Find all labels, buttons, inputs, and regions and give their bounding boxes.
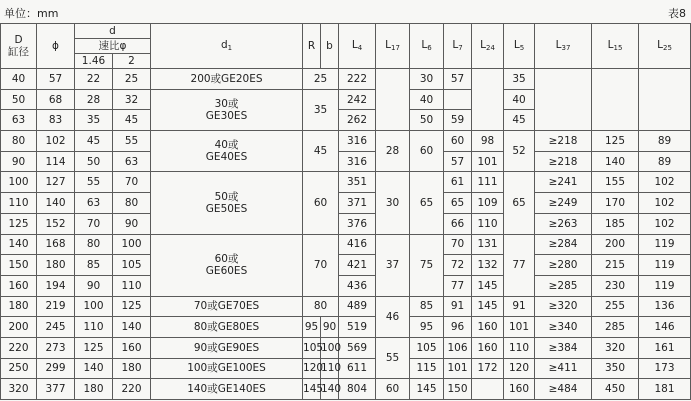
- cell-d1: 50或 GE50ES: [151, 172, 303, 234]
- cell-L25: 173: [639, 358, 691, 379]
- cell-D: 63: [1, 110, 37, 131]
- table-row: [1, 379, 691, 400]
- cell-L15: 255: [592, 296, 639, 317]
- cell-d-2: 63: [113, 151, 151, 172]
- cell-d-2: 32: [113, 89, 151, 110]
- cell-d1: 60或 GE60ES: [151, 234, 303, 296]
- cell-L37: ≥241: [535, 172, 592, 193]
- table-caption-bar: [4, 3, 686, 19]
- cell-d-1-46: 55: [75, 172, 113, 193]
- cell-L15: 155: [592, 172, 639, 193]
- cell-L4: 371: [339, 193, 376, 214]
- cell-L7: 91: [444, 296, 472, 317]
- table-number: 表8: [668, 7, 686, 20]
- cell-L7: 57: [444, 69, 472, 90]
- cell-L15: 140: [592, 151, 639, 172]
- cell-phi: 180: [37, 255, 75, 276]
- cell-L24: 145: [472, 296, 504, 317]
- cell-L37: ≥263: [535, 213, 592, 234]
- cell-L4: 569: [339, 337, 376, 358]
- cell-L17: 37: [376, 234, 410, 296]
- cell-D: 80: [1, 131, 37, 152]
- cell-L17: [376, 69, 410, 131]
- cell-d1: 70或GE70ES: [151, 296, 303, 317]
- cell-L24: 111: [472, 172, 504, 193]
- cell-L25: 102: [639, 172, 691, 193]
- cylinder-dimension-table: [0, 23, 691, 400]
- cell-L7: 72: [444, 255, 472, 276]
- header-ratio-2: 2: [113, 54, 151, 69]
- cell-L4: 436: [339, 275, 376, 296]
- cell-L5: 101: [504, 317, 535, 338]
- cell-L25: [639, 69, 691, 131]
- header-L37: $L_{37}$: [535, 24, 592, 69]
- cell-L15: 230: [592, 275, 639, 296]
- cell-d-2: 110: [113, 275, 151, 296]
- cell-d-1-46: 180: [75, 379, 113, 400]
- cell-L25: 89: [639, 131, 691, 152]
- cell-d-2: 90: [113, 213, 151, 234]
- cell-d-2: 160: [113, 337, 151, 358]
- cell-D: 90: [1, 151, 37, 172]
- cell-L24: [472, 379, 504, 400]
- cell-d-1-46: 35: [75, 110, 113, 131]
- table-row: [1, 337, 691, 358]
- cell-d-1-46: 90: [75, 275, 113, 296]
- cell-L15: 200: [592, 234, 639, 255]
- cell-L37: ≥218: [535, 151, 592, 172]
- cell-L25: 161: [639, 337, 691, 358]
- cell-R: 105: [303, 337, 321, 358]
- cell-L5: 35: [504, 69, 535, 90]
- cell-L25: 181: [639, 379, 691, 400]
- cell-R-b: 60: [303, 172, 339, 234]
- cell-L7: 60: [444, 131, 472, 152]
- cell-d-2: 80: [113, 193, 151, 214]
- cell-L7: 101: [444, 358, 472, 379]
- cell-L4: 222: [339, 69, 376, 90]
- table-row: [1, 234, 691, 255]
- cell-L25: 136: [639, 296, 691, 317]
- cell-phi: 140: [37, 193, 75, 214]
- cell-L15: 450: [592, 379, 639, 400]
- cell-d-2: 55: [113, 131, 151, 152]
- cell-b: 90: [321, 317, 339, 338]
- cell-L24: 172: [472, 358, 504, 379]
- cell-d-1-46: 80: [75, 234, 113, 255]
- cell-D: 180: [1, 296, 37, 317]
- cell-d-2: 70: [113, 172, 151, 193]
- cell-d1: 80或GE80ES: [151, 317, 303, 338]
- cell-L25: 102: [639, 193, 691, 214]
- cell-d1: 200或GE20ES: [151, 69, 303, 90]
- cell-phi: 102: [37, 131, 75, 152]
- cell-L24: 160: [472, 317, 504, 338]
- table-row: [1, 317, 691, 338]
- cell-d-1-46: 63: [75, 193, 113, 214]
- header-R: R: [303, 24, 321, 69]
- header-L5: $L_5$: [504, 24, 535, 69]
- cell-L7: 57: [444, 151, 472, 172]
- cell-L17: 60: [376, 379, 410, 400]
- cell-D: 125: [1, 213, 37, 234]
- cell-d-2: 125: [113, 296, 151, 317]
- cell-d-2: 25: [113, 69, 151, 90]
- table-row: [1, 131, 691, 152]
- unit-label: 单位：mm: [4, 7, 59, 20]
- header-L17: $L_{17}$: [376, 24, 410, 69]
- header-D: D 缸径: [1, 24, 37, 69]
- cell-D: 50: [1, 89, 37, 110]
- cell-phi: 168: [37, 234, 75, 255]
- cell-d1: 140或GE140ES: [151, 379, 303, 400]
- cell-phi: 273: [37, 337, 75, 358]
- cell-d-2: 45: [113, 110, 151, 131]
- cell-d-1-46: 140: [75, 358, 113, 379]
- header-speed-ratio: 速比φ: [75, 39, 151, 54]
- cell-phi: 152: [37, 213, 75, 234]
- cell-R: 145: [303, 379, 321, 400]
- cell-L5: 52: [504, 131, 535, 172]
- cell-D: 140: [1, 234, 37, 255]
- cell-L15: 170: [592, 193, 639, 214]
- cell-L37: ≥285: [535, 275, 592, 296]
- cell-L7: [444, 89, 472, 110]
- cell-L7: 59: [444, 110, 472, 131]
- header-phi: ϕ: [37, 24, 75, 69]
- cell-L25: 89: [639, 151, 691, 172]
- cell-L17: 30: [376, 172, 410, 234]
- cell-L37: ≥340: [535, 317, 592, 338]
- cell-D: 250: [1, 358, 37, 379]
- cell-d-2: 105: [113, 255, 151, 276]
- cell-L6: 115: [410, 358, 444, 379]
- cell-L4: 421: [339, 255, 376, 276]
- cell-phi: 299: [37, 358, 75, 379]
- cell-L15: 185: [592, 213, 639, 234]
- cell-L37: ≥484: [535, 379, 592, 400]
- cell-phi: 219: [37, 296, 75, 317]
- cell-L7: 106: [444, 337, 472, 358]
- cell-D: 320: [1, 379, 37, 400]
- cell-L15: 215: [592, 255, 639, 276]
- cell-phi: 194: [37, 275, 75, 296]
- cell-R-b: 80: [303, 296, 339, 317]
- cell-d1: 30或 GE30ES: [151, 89, 303, 130]
- header-ratio-1-46: 1.46: [75, 54, 113, 69]
- table-row: [1, 69, 691, 90]
- cell-L6: 95: [410, 317, 444, 338]
- cell-L15: 320: [592, 337, 639, 358]
- cell-L15: [592, 69, 639, 131]
- table-row: [1, 296, 691, 317]
- cell-L6: 75: [410, 234, 444, 296]
- cell-L6: 40: [410, 89, 444, 110]
- cell-d-2: 180: [113, 358, 151, 379]
- cell-L25: 119: [639, 275, 691, 296]
- cell-L37: ≥411: [535, 358, 592, 379]
- cell-D: 200: [1, 317, 37, 338]
- cell-d1: 40或 GE40ES: [151, 131, 303, 172]
- cell-d-1-46: 50: [75, 151, 113, 172]
- cell-d-1-46: 45: [75, 131, 113, 152]
- cell-L24: 109: [472, 193, 504, 214]
- cell-L7: 77: [444, 275, 472, 296]
- table-row: [1, 213, 691, 234]
- header-d1: $d_1$: [151, 24, 303, 69]
- cell-L25: 146: [639, 317, 691, 338]
- cell-L6: 105: [410, 337, 444, 358]
- cell-L4: 316: [339, 131, 376, 152]
- cell-L5: 160: [504, 379, 535, 400]
- cell-d1: 100或GE100ES: [151, 358, 303, 379]
- cell-phi: 68: [37, 89, 75, 110]
- cell-D: 220: [1, 337, 37, 358]
- cell-R: 120: [303, 358, 321, 379]
- cell-phi: 114: [37, 151, 75, 172]
- cell-L6: 65: [410, 172, 444, 234]
- cell-L5: 120: [504, 358, 535, 379]
- cell-b: 110: [321, 358, 339, 379]
- cell-L7: 66: [444, 213, 472, 234]
- cell-L4: 611: [339, 358, 376, 379]
- cell-D: 40: [1, 69, 37, 90]
- cell-phi: 377: [37, 379, 75, 400]
- cell-L4: 242: [339, 89, 376, 110]
- header-L15: $L_{15}$: [592, 24, 639, 69]
- cell-d-1-46: 85: [75, 255, 113, 276]
- header-b: b: [321, 24, 339, 69]
- cell-L5: 65: [504, 172, 535, 234]
- cell-L4: 519: [339, 317, 376, 338]
- cell-L24: 160: [472, 337, 504, 358]
- cell-L6: 30: [410, 69, 444, 90]
- cell-L17: 46: [376, 296, 410, 337]
- cell-d-1-46: 70: [75, 213, 113, 234]
- cell-phi: 245: [37, 317, 75, 338]
- cell-L24: 101: [472, 151, 504, 172]
- header-L4: $L_4$: [339, 24, 376, 69]
- cell-d-1-46: 22: [75, 69, 113, 90]
- table-row: [1, 151, 691, 172]
- cell-D: 100: [1, 172, 37, 193]
- cell-L37: ≥384: [535, 337, 592, 358]
- cell-L37: [535, 69, 592, 131]
- cell-phi: 83: [37, 110, 75, 131]
- cell-L15: 125: [592, 131, 639, 152]
- cell-L5: 77: [504, 234, 535, 296]
- cell-L24: 131: [472, 234, 504, 255]
- cell-L25: 102: [639, 213, 691, 234]
- cell-L24: [472, 69, 504, 131]
- cell-d-1-46: 100: [75, 296, 113, 317]
- cell-D: 110: [1, 193, 37, 214]
- cell-L24: 98: [472, 131, 504, 152]
- cell-R-b: 35: [303, 89, 339, 130]
- cell-L24: 110: [472, 213, 504, 234]
- cell-L17: 28: [376, 131, 410, 172]
- cell-L7: 70: [444, 234, 472, 255]
- header-L25: $L_{25}$: [639, 24, 691, 69]
- cell-L7: 65: [444, 193, 472, 214]
- cell-L4: 804: [339, 379, 376, 400]
- cell-D: 150: [1, 255, 37, 276]
- cell-L37: ≥218: [535, 131, 592, 152]
- cell-L5: 91: [504, 296, 535, 317]
- cell-L6: 145: [410, 379, 444, 400]
- header-d: d: [75, 24, 151, 39]
- cell-phi: 127: [37, 172, 75, 193]
- cell-L24: 145: [472, 275, 504, 296]
- cell-L15: 350: [592, 358, 639, 379]
- cell-L5: 45: [504, 110, 535, 131]
- cell-R-b: 70: [303, 234, 339, 296]
- cell-L25: 119: [639, 234, 691, 255]
- cell-L6: 50: [410, 110, 444, 131]
- cell-L25: 119: [639, 255, 691, 276]
- cell-b: 100: [321, 337, 339, 358]
- cell-L7: 61: [444, 172, 472, 193]
- cell-L5: 40: [504, 89, 535, 110]
- cell-d-1-46: 28: [75, 89, 113, 110]
- cell-d-1-46: 110: [75, 317, 113, 338]
- cell-d-2: 220: [113, 379, 151, 400]
- cell-L37: ≥284: [535, 234, 592, 255]
- cell-L15: 285: [592, 317, 639, 338]
- cell-L6: 85: [410, 296, 444, 317]
- cell-L4: 416: [339, 234, 376, 255]
- cell-L6: 60: [410, 131, 444, 172]
- cell-L4: 316: [339, 151, 376, 172]
- cell-L37: ≥280: [535, 255, 592, 276]
- table-row: [1, 255, 691, 276]
- table-row: [1, 193, 691, 214]
- cell-R-b: 45: [303, 131, 339, 172]
- cell-L4: 351: [339, 172, 376, 193]
- cell-L5: 110: [504, 337, 535, 358]
- header-L6: $L_6$: [410, 24, 444, 69]
- cell-d1: 90或GE90ES: [151, 337, 303, 358]
- cell-b: 140: [321, 379, 339, 400]
- cell-L37: ≥249: [535, 193, 592, 214]
- cell-D: 160: [1, 275, 37, 296]
- cell-L7: 96: [444, 317, 472, 338]
- cell-L4: 262: [339, 110, 376, 131]
- cell-L37: ≥320: [535, 296, 592, 317]
- cell-d-2: 100: [113, 234, 151, 255]
- table-row: [1, 275, 691, 296]
- cell-L24: 132: [472, 255, 504, 276]
- cell-L4: 376: [339, 213, 376, 234]
- cell-R: 95: [303, 317, 321, 338]
- table-row: [1, 358, 691, 379]
- cell-L17: 55: [376, 337, 410, 378]
- cell-L4: 489: [339, 296, 376, 317]
- cell-d-2: 140: [113, 317, 151, 338]
- cell-L7: 150: [444, 379, 472, 400]
- table-row: [1, 172, 691, 193]
- header-L24: $L_{24}$: [472, 24, 504, 69]
- cell-phi: 57: [37, 69, 75, 90]
- cell-R-b: 25: [303, 69, 339, 90]
- cell-d-1-46: 125: [75, 337, 113, 358]
- header-L7: $L_7$: [444, 24, 472, 69]
